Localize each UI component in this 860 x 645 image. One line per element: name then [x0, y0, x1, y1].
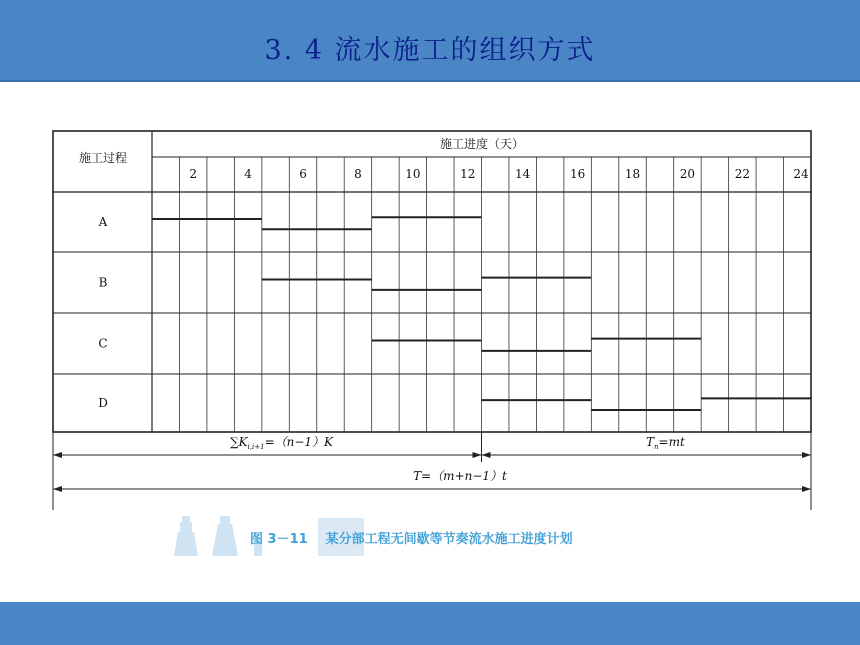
- day-tick-label: 4: [244, 167, 252, 181]
- day-tick-label: 18: [624, 167, 641, 181]
- arrowhead: [53, 452, 62, 458]
- figure-caption-text: 某分部工程无间歇等节奏流水施工进度计划: [325, 532, 573, 547]
- header-process-label: 施工过程: [78, 151, 128, 165]
- sum-k-prefix: ∑K: [230, 435, 248, 449]
- process-label: A: [98, 215, 108, 229]
- day-tick-labels: [189, 167, 809, 181]
- day-tick-label: 22: [734, 167, 750, 181]
- day-tick-label: 14: [515, 167, 531, 181]
- tn-label: [646, 435, 685, 451]
- figure-caption: [250, 528, 573, 547]
- tn-suffix: =mt: [658, 435, 685, 449]
- slide-title: 3. 4 流水施工的组织方式: [264, 35, 596, 66]
- sum-k-suffix: =（n−1）K: [264, 435, 334, 449]
- day-tick-label: 24: [793, 167, 809, 181]
- tn-prefix: T: [646, 435, 655, 449]
- day-tick-label: 12: [460, 167, 476, 181]
- day-tick-label: 2: [189, 167, 198, 181]
- arrowhead: [802, 486, 811, 492]
- day-tick-label: 16: [569, 167, 586, 181]
- sum-k-sub: i,i+1: [247, 443, 265, 451]
- process-label: D: [98, 396, 108, 410]
- arrowhead: [473, 452, 482, 458]
- sum-k-label: [230, 435, 334, 451]
- day-tick-label: 20: [679, 167, 696, 181]
- arrowhead: [482, 452, 491, 458]
- table-frame: [53, 131, 811, 432]
- process-label: B: [98, 275, 108, 290]
- process-label: C: [98, 336, 108, 351]
- day-tick-label: 8: [354, 167, 362, 181]
- day-tick-label: 6: [299, 167, 307, 181]
- day-tick-label: 10: [405, 167, 421, 181]
- figure-number: 图 3－11: [250, 532, 308, 547]
- footer-bar: [0, 602, 860, 645]
- pagoda-watermark-icon: [172, 510, 262, 558]
- tn-sub: n: [654, 443, 659, 451]
- arrowhead: [802, 452, 811, 458]
- arrowhead: [53, 486, 62, 492]
- total-duration-label: T=（m+n−1）t: [413, 469, 507, 483]
- header-progress-label: 施工进度（天）: [439, 137, 525, 151]
- schedule-grid: [53, 131, 811, 432]
